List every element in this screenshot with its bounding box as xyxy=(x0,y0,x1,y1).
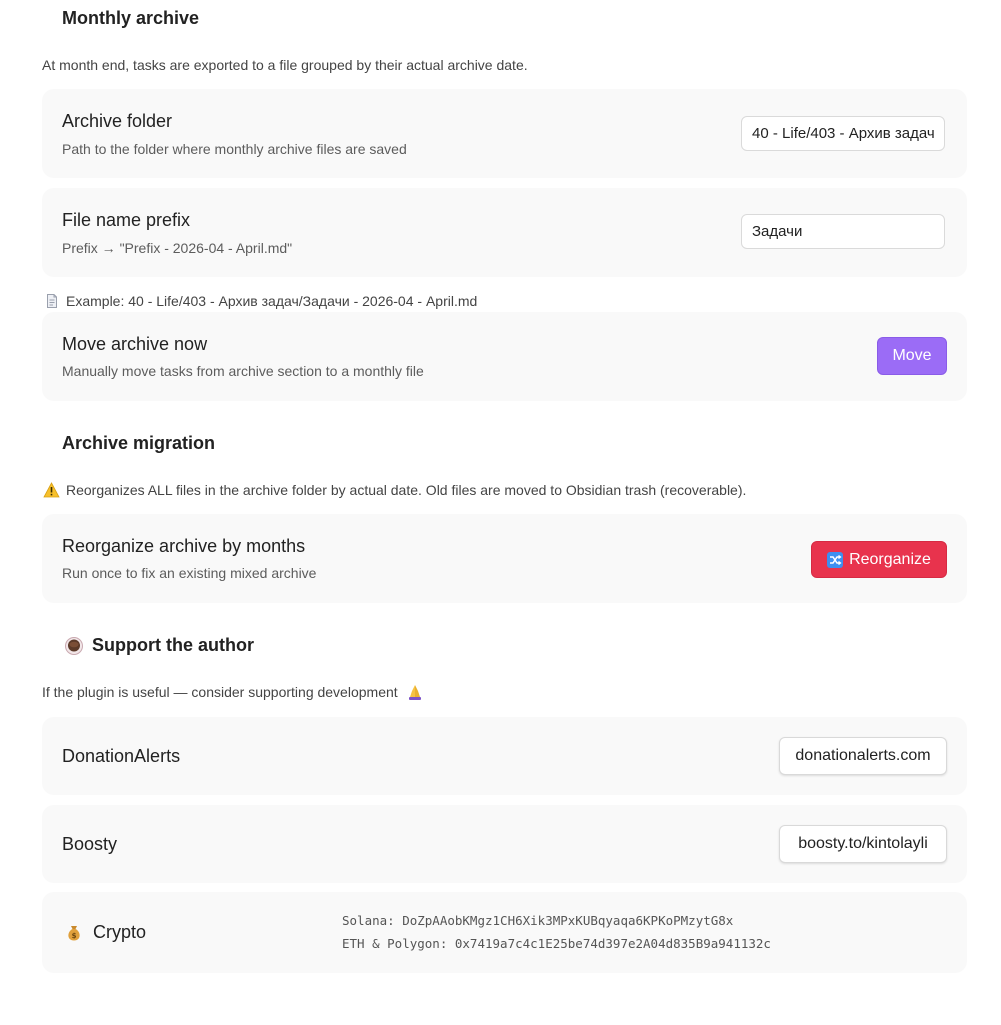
archive-path-example: Example: 40 - Life/403 - Архив задач/Задачи - 2026-04 - April.md xyxy=(66,293,478,309)
archive-migration-heading: Archive migration xyxy=(62,433,216,453)
file-prefix-title: File name prefix xyxy=(62,210,191,230)
file-prefix-input[interactable] xyxy=(741,214,945,249)
boosty-title: Boosty xyxy=(62,834,118,854)
reorganize-title: Reorganize archive by months xyxy=(62,536,306,556)
donationalerts-link-button[interactable]: donationalerts.com xyxy=(779,737,947,775)
svg-text:$: $ xyxy=(71,932,77,940)
move-button[interactable]: Move xyxy=(877,337,947,375)
move-archive-setting xyxy=(42,312,967,401)
boosty-setting xyxy=(42,805,967,883)
reorganize-button-label: Reorganize xyxy=(849,550,931,568)
move-archive-title: Move archive now xyxy=(62,334,208,354)
archive-folder-setting xyxy=(42,89,967,178)
crypto-setting xyxy=(42,892,967,973)
warning-icon xyxy=(43,482,60,498)
file-prefix-subtitle: Prefix → "Prefix - 2026-04 - April.md" xyxy=(62,240,293,256)
archive-folder-input[interactable] xyxy=(741,116,945,151)
support-description: If the plugin is useful — consider supporting development xyxy=(42,684,398,700)
boosty-link-button[interactable]: boosty.to/kintolayli xyxy=(779,825,947,863)
archive-folder-title: Archive folder xyxy=(62,111,173,131)
money-bag-icon xyxy=(65,924,83,942)
support-heading: Support the author xyxy=(92,635,254,655)
support-description-row xyxy=(42,684,424,701)
reorganize-button[interactable] xyxy=(811,541,947,578)
donationalerts-title: DonationAlerts xyxy=(62,746,181,766)
reorganize-subtitle: Run once to fix an existing mixed archive xyxy=(62,565,317,581)
shuffle-icon xyxy=(827,552,843,568)
coffee-icon xyxy=(64,636,84,656)
archive-folder-subtitle: Path to the folder where monthly archive files are saved xyxy=(62,141,407,157)
solana-address: Solana: DoZpAAobKMgz1CH6Xik3MPxKUBqyaqa6KPKoPMzytG8x xyxy=(342,913,734,928)
document-icon xyxy=(44,293,60,309)
donationalerts-setting xyxy=(42,717,967,795)
reorganize-setting xyxy=(42,514,967,603)
crypto-title: Crypto xyxy=(93,922,147,942)
archive-migration-warning: Reorganizes ALL files in the archive folder by actual date. Old files are moved to Obsidian trash (recoverable). xyxy=(66,482,747,498)
file-prefix-setting xyxy=(42,188,967,277)
folded-hands-icon xyxy=(406,683,424,701)
eth-polygon-address: ETH & Polygon: 0x7419a7c4c1E25be74d397e2A04d835B9a941132c xyxy=(342,936,771,951)
monthly-archive-heading: Monthly archive xyxy=(62,8,200,28)
move-archive-subtitle: Manually move tasks from archive section to a monthly file xyxy=(62,363,424,379)
monthly-archive-description: At month end, tasks are exported to a file grouped by their actual archive date. xyxy=(42,57,528,73)
